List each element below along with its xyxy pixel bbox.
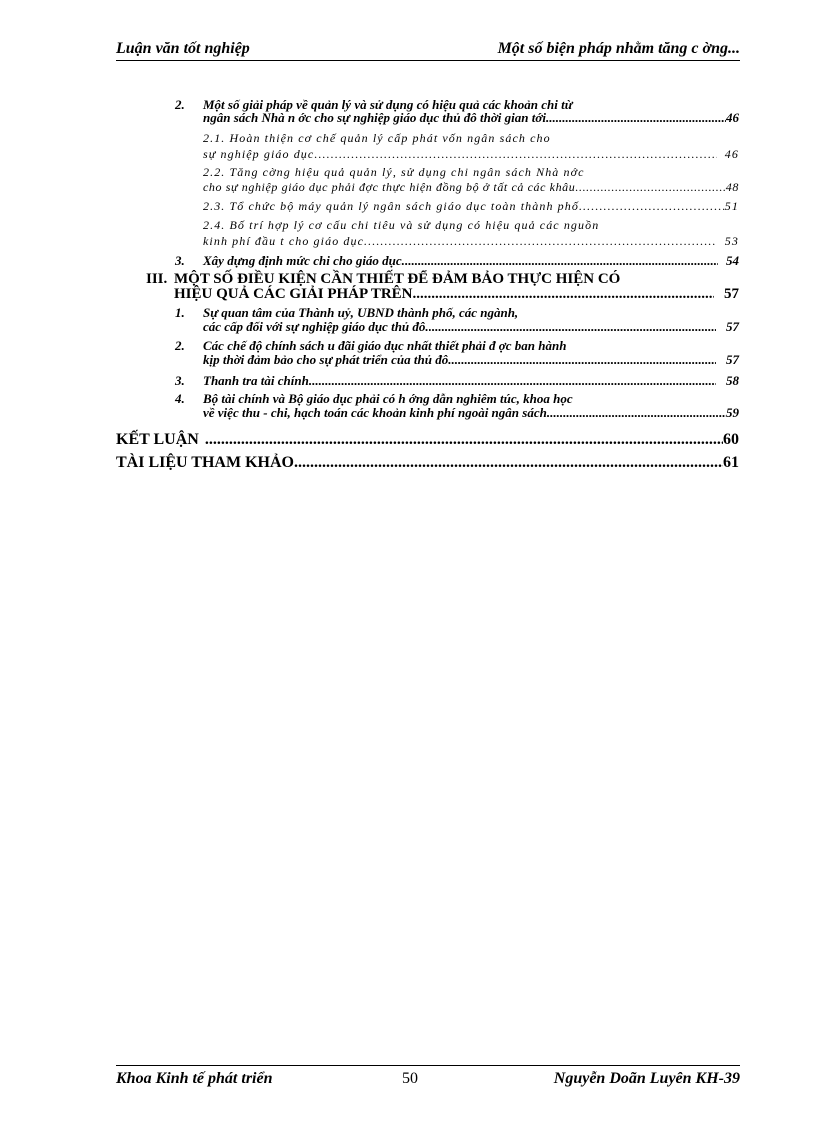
toc-number: 1. <box>175 305 185 320</box>
toc-page-number: 46 <box>726 110 739 125</box>
leader-dots <box>429 320 716 333</box>
toc-entry-2-3[interactable]: 2.3. Tổ chức bộ máy quản lý ngân sách giáo dục toàn thành phố ..... 51 <box>203 200 739 213</box>
toc-entry-2-line2: ngân sách Nhà n ớc cho sự nghiệp giáo dục thủ đô thời gian tới. ..... 46 <box>203 111 739 124</box>
toc-page-number: 46 <box>724 147 739 161</box>
toc-section-III[interactable] <box>146 272 167 286</box>
leader-dots <box>199 431 723 447</box>
leader-dots <box>575 181 725 193</box>
toc-number: 2. <box>175 338 185 353</box>
leader-dots <box>549 111 726 124</box>
toc-number: III. <box>146 271 168 287</box>
leader-dots <box>579 200 725 212</box>
toc-number: 3. <box>175 373 185 388</box>
leader-dots <box>364 235 717 247</box>
toc-entry-III-2-line1: Các chế độ chính sách u đãi giáo dục nhất thiết phải đ ợc ban hành <box>203 338 567 353</box>
header-left: Luận văn tốt nghiệp <box>116 40 250 57</box>
toc-entry-2[interactable] <box>175 98 185 111</box>
toc-number: 2. <box>175 97 185 112</box>
toc-entry-III-2[interactable] <box>175 339 185 352</box>
toc-entry-2-2-line2: cho sự nghiệp giáo dục phải đợc thực hiện đồng bộ ở tất cả các khâu ..... 48 <box>203 181 739 194</box>
toc-entry-2-4-line2: kinh phí đầu t cho giáo dục ..... 53 <box>203 235 739 248</box>
leader-dots <box>294 454 723 470</box>
toc-page-number: 54 <box>726 253 739 268</box>
toc-number: 4. <box>175 391 185 406</box>
page-number: 50 <box>402 1070 418 1087</box>
toc-page-number: 57 <box>726 319 739 334</box>
toc-entry-III-4-line1: Bộ tài chính và Bộ giáo dục phải có h ớng dẫn nghiêm túc, khoa học <box>203 391 573 406</box>
toc-entry-2-1-line1[interactable]: 2.1. Hoàn thiện cơ chế quản lý cấp phát vốn ngân sách cho <box>203 131 551 145</box>
page-header <box>116 38 740 61</box>
toc-entry-III-1-line2: các cấp đối với sự nghiệp giáo dục thủ đô. ..... 57 <box>203 320 739 333</box>
leader-dots <box>451 353 716 366</box>
toc-page-number: 60 <box>723 431 739 448</box>
toc-ket-luan[interactable]: KẾT LUẬN ..... 60 <box>116 431 739 449</box>
toc-tai-lieu[interactable]: TÀI LIỆU THAM KHẢO ..... 61 <box>116 454 739 472</box>
toc-section-III-line1: MỘT SỐ ĐIỀU KIỆN CẦN THIẾT ĐỂ ĐẢM BẢO THỰC HIỆN CÓ <box>174 271 621 287</box>
toc-page-number: 59 <box>726 405 739 420</box>
toc-page-number: 48 <box>725 180 739 194</box>
toc-entry-2-1-line2: sự nghiệp giáo dục ..... 46 <box>203 148 739 161</box>
toc-page-number: 57 <box>726 352 739 367</box>
leader-dots <box>309 374 716 387</box>
toc-entry-III-4-line2: về việc thu - chi, hạch toán các khoản kinh phí ngoài ngân sách. ..... 59 <box>203 406 739 419</box>
leader-dots <box>416 287 714 302</box>
toc-entry-3-line1: Xây dựng định mức chi cho giáo dục. ..... 54 <box>203 254 739 267</box>
toc-page-number: 53 <box>724 234 739 248</box>
toc-entry-III-3[interactable] <box>175 374 185 387</box>
toc-entry-2-line1: Một số giải pháp về quản lý và sử dụng có hiệu quả các khoản chi từ <box>203 97 573 112</box>
toc-page-number: 51 <box>724 199 739 213</box>
toc-entry-III-4[interactable] <box>175 392 185 405</box>
toc-entry-2-4-line1[interactable]: 2.4. Bố trí hợp lý cơ cấu chi tiêu và sử dụng có hiệu quả các nguồn <box>203 218 600 232</box>
toc-entry-III-1-line1: Sự quan tâm của Thành uỷ, UBND thành phố, các ngành, <box>203 305 519 320</box>
toc-entry-2-2-line1[interactable]: 2.2. Tăng cờng hiệu quả quản lý, sử dụng chi ngân sách Nhà nớc <box>203 165 585 179</box>
footer-right: Nguyễn Doãn Luyên KH-39 <box>553 1070 740 1087</box>
toc-entry-III-1[interactable] <box>175 306 185 319</box>
header-right: Một số biện pháp nhằm tăng c ờng... <box>497 40 740 57</box>
leader-dots <box>550 406 726 419</box>
toc-entry-III-2-line2: kịp thời đảm bảo cho sự phát triển của thủ đô. ..... 57 <box>203 353 739 366</box>
toc-entry-3[interactable] <box>175 254 185 267</box>
footer-left: Khoa Kinh tế phát triển <box>116 1070 273 1087</box>
leader-dots <box>405 254 718 267</box>
toc-page-number: 61 <box>723 454 739 471</box>
page-footer <box>116 1065 740 1092</box>
toc-page-number: 57 <box>724 286 739 302</box>
toc-section-III-line2: HIỆU QUẢ CÁC GIẢI PHÁP TRÊN. ..... 57 <box>174 287 739 302</box>
leader-dots <box>314 148 716 160</box>
toc-number: 3. <box>175 253 185 268</box>
toc-page-number: 58 <box>726 373 739 388</box>
toc-entry-III-3-line1: Thanh tra tài chính ..... 58 <box>203 374 739 387</box>
